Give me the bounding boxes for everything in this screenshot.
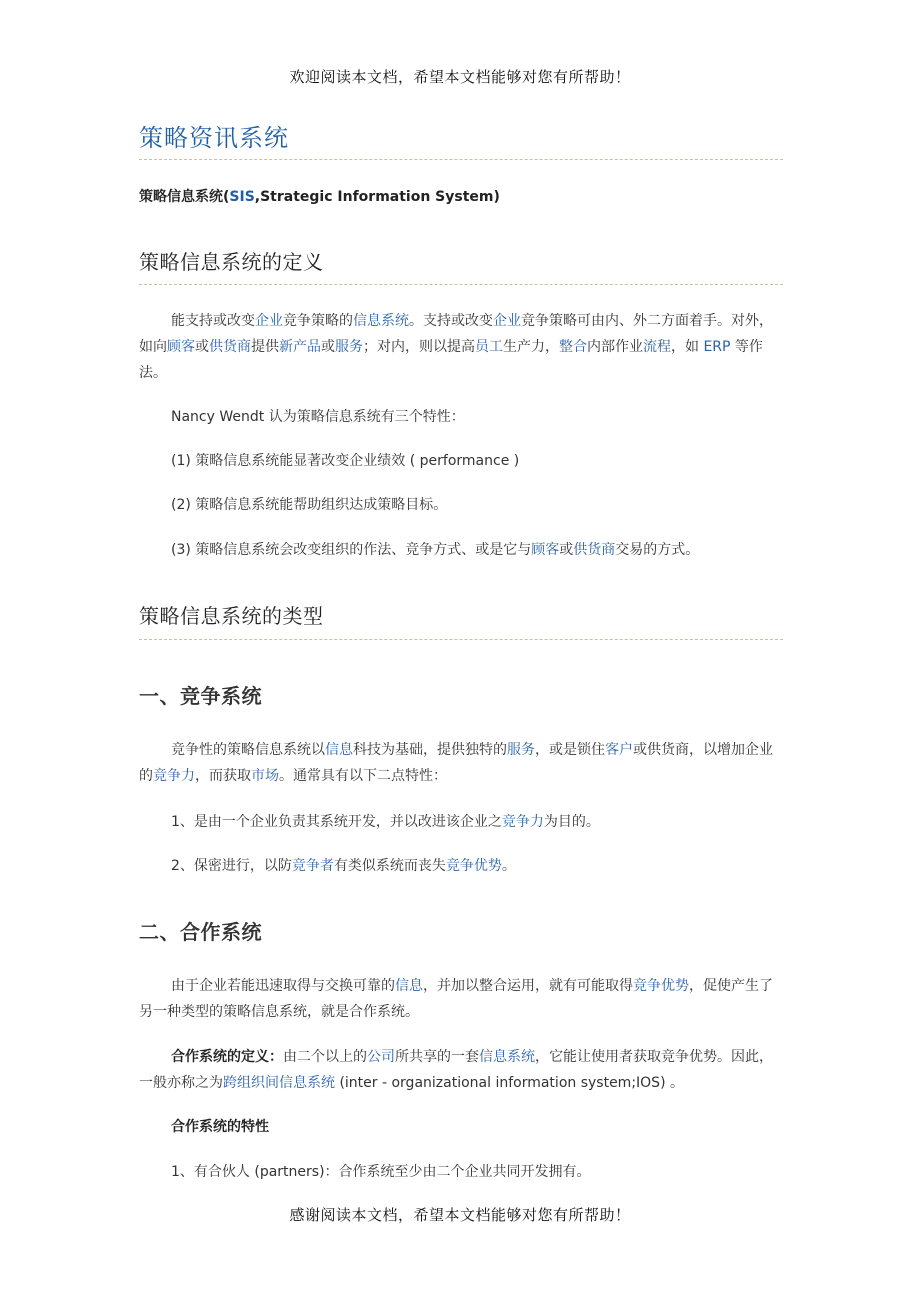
section-types-divider <box>139 639 783 640</box>
subtitle <box>139 186 500 206</box>
page-title: 策略资讯系统 <box>139 124 289 152</box>
cooperative-definition <box>139 1044 783 1096</box>
text-run: ，或是锁住 <box>535 742 605 758</box>
inline-link[interactable]: 公司 <box>367 1049 395 1065</box>
characteristic-item-1: (1) 策略信息系统能显著改变企业绩效 ( performance ) <box>171 453 520 469</box>
inline-link[interactable]: 竞争者 <box>291 858 334 874</box>
footer-banner: 感谢阅读本文档，希望本文档能够对您有所帮助！ <box>289 1206 631 1224</box>
competitive-item-2 <box>171 853 516 879</box>
inline-link[interactable]: 整合 <box>559 339 587 355</box>
subtitle-prefix: 策略信息系统( <box>139 189 230 205</box>
text-run: 或 <box>195 339 209 355</box>
text-run: 提供 <box>251 339 279 355</box>
text-run: ；对内，则以提高 <box>363 339 475 355</box>
inline-link[interactable]: 顾客 <box>531 542 560 558</box>
inline-link[interactable]: 服务 <box>507 742 535 758</box>
text-run: 为目的。 <box>543 814 600 830</box>
inline-link[interactable]: 竞争力 <box>153 768 195 784</box>
cooperative-system-heading: 二、合作系统 <box>139 920 262 944</box>
text-run: 生产力， <box>503 339 559 355</box>
text-run: 所共享的一套 <box>395 1049 479 1065</box>
inline-link[interactable]: 信息系统 <box>353 313 409 329</box>
features-label-text: 合作系统的特性 <box>171 1119 269 1135</box>
cooperative-item-1: 1、有合伙人 (partners)：合作系统至少由二个企业共同开发拥有。 <box>171 1164 591 1180</box>
inline-link[interactable]: 竞争优势 <box>633 978 689 994</box>
text-run: 或 <box>559 542 574 558</box>
text-run: 有类似系统而丧失 <box>333 858 446 874</box>
inline-link[interactable]: 竞争力 <box>501 814 544 830</box>
inline-link[interactable]: 跨组织间信息系统 <box>223 1075 335 1091</box>
subtitle-suffix: ,Strategic Information System) <box>254 189 500 205</box>
inline-link[interactable]: 客户 <box>605 742 633 758</box>
text-run: 内部作业 <box>587 339 643 355</box>
section-types-heading: 策略信息系统的类型 <box>139 604 324 628</box>
definition-paragraph <box>139 308 783 386</box>
inline-link[interactable]: 企业 <box>255 313 283 329</box>
header-banner: 欢迎阅读本文档，希望本文档能够对您有所帮助！ <box>289 68 631 86</box>
text-run: 能支持或改变 <box>171 313 255 329</box>
text-run: ，它能让使用者获取竞争优势。因此，一般亦称之为 <box>139 1049 773 1091</box>
inline-link[interactable]: 企业 <box>493 313 521 329</box>
inline-link[interactable]: ERP <box>703 339 731 355</box>
text-run: 。通常具有以下二点特性： <box>279 768 447 784</box>
text-run: ，如 <box>671 339 704 355</box>
inline-link[interactable]: 流程 <box>643 339 671 355</box>
competitive-system-heading: 一、竞争系统 <box>139 684 262 708</box>
cooperative-paragraph <box>139 973 783 1025</box>
text-run: (inter - organizational information system;IOS) 。 <box>335 1075 684 1091</box>
bold-text: 合作系统的定义： <box>171 1049 283 1065</box>
text-run: 科技为基础，提供独特的 <box>353 742 507 758</box>
text-run: 竞争策略的 <box>283 313 353 329</box>
title-divider <box>139 159 783 160</box>
text-run: ，促使产生了另一种类型的策略信息系统，就是合作系统。 <box>139 978 773 1020</box>
characteristic-item-2: (2) 策略信息系统能帮助组织达成策略目标。 <box>171 497 448 513</box>
text-run: 竞争策略可由内、外二方面着手。对外，如向 <box>139 313 773 355</box>
competitive-paragraph <box>139 737 783 789</box>
text-run: 由二个以上的 <box>283 1049 367 1065</box>
text-run: 或 <box>321 339 335 355</box>
inline-link[interactable]: 顾客 <box>167 339 195 355</box>
inline-link[interactable]: 供货商 <box>573 542 616 558</box>
section-definition-divider <box>139 284 783 285</box>
inline-link[interactable]: 服务 <box>335 339 363 355</box>
text-run: 。支持或改变 <box>409 313 493 329</box>
text-run: 由于企业若能迅速取得与交换可靠的 <box>171 978 395 994</box>
subtitle-sis: SIS <box>229 189 255 205</box>
text-run: 2、保密进行，以防 <box>171 858 292 874</box>
text-run: 竞争性的策略信息系统以 <box>171 742 325 758</box>
inline-link[interactable]: 信息 <box>325 742 353 758</box>
characteristics-intro: Nancy Wendt 认为策略信息系统有三个特性： <box>171 409 465 425</box>
competitive-item-1 <box>171 809 600 835</box>
characteristic-item-3 <box>171 537 699 563</box>
inline-link[interactable]: 员工 <box>475 339 503 355</box>
cooperative-features-label <box>171 1114 269 1140</box>
inline-link[interactable]: 供货商 <box>209 339 251 355</box>
text-run: 或供货商，以增加企业的 <box>139 742 773 784</box>
inline-link[interactable]: 市场 <box>251 768 279 784</box>
inline-link[interactable]: 信息系统 <box>479 1049 535 1065</box>
text-run: 1、是由一个企业负责其系统开发，并以改进该企业之 <box>171 814 502 830</box>
inline-link[interactable]: 新产品 <box>279 339 321 355</box>
section-definition-heading: 策略信息系统的定义 <box>139 250 324 274</box>
text-run: 交易的方式。 <box>615 542 700 558</box>
text-run: ，并加以整合运用，就有可能取得 <box>423 978 633 994</box>
inline-link[interactable]: 信息 <box>395 978 423 994</box>
inline-link[interactable]: 竞争优势 <box>445 858 502 874</box>
text-run: (3) 策略信息系统会改变组织的作法、竞争方式、或是它与 <box>171 542 532 558</box>
text-run: 等作法。 <box>139 339 763 381</box>
text-run: ，而获取 <box>195 768 251 784</box>
text-run: 。 <box>501 858 516 874</box>
